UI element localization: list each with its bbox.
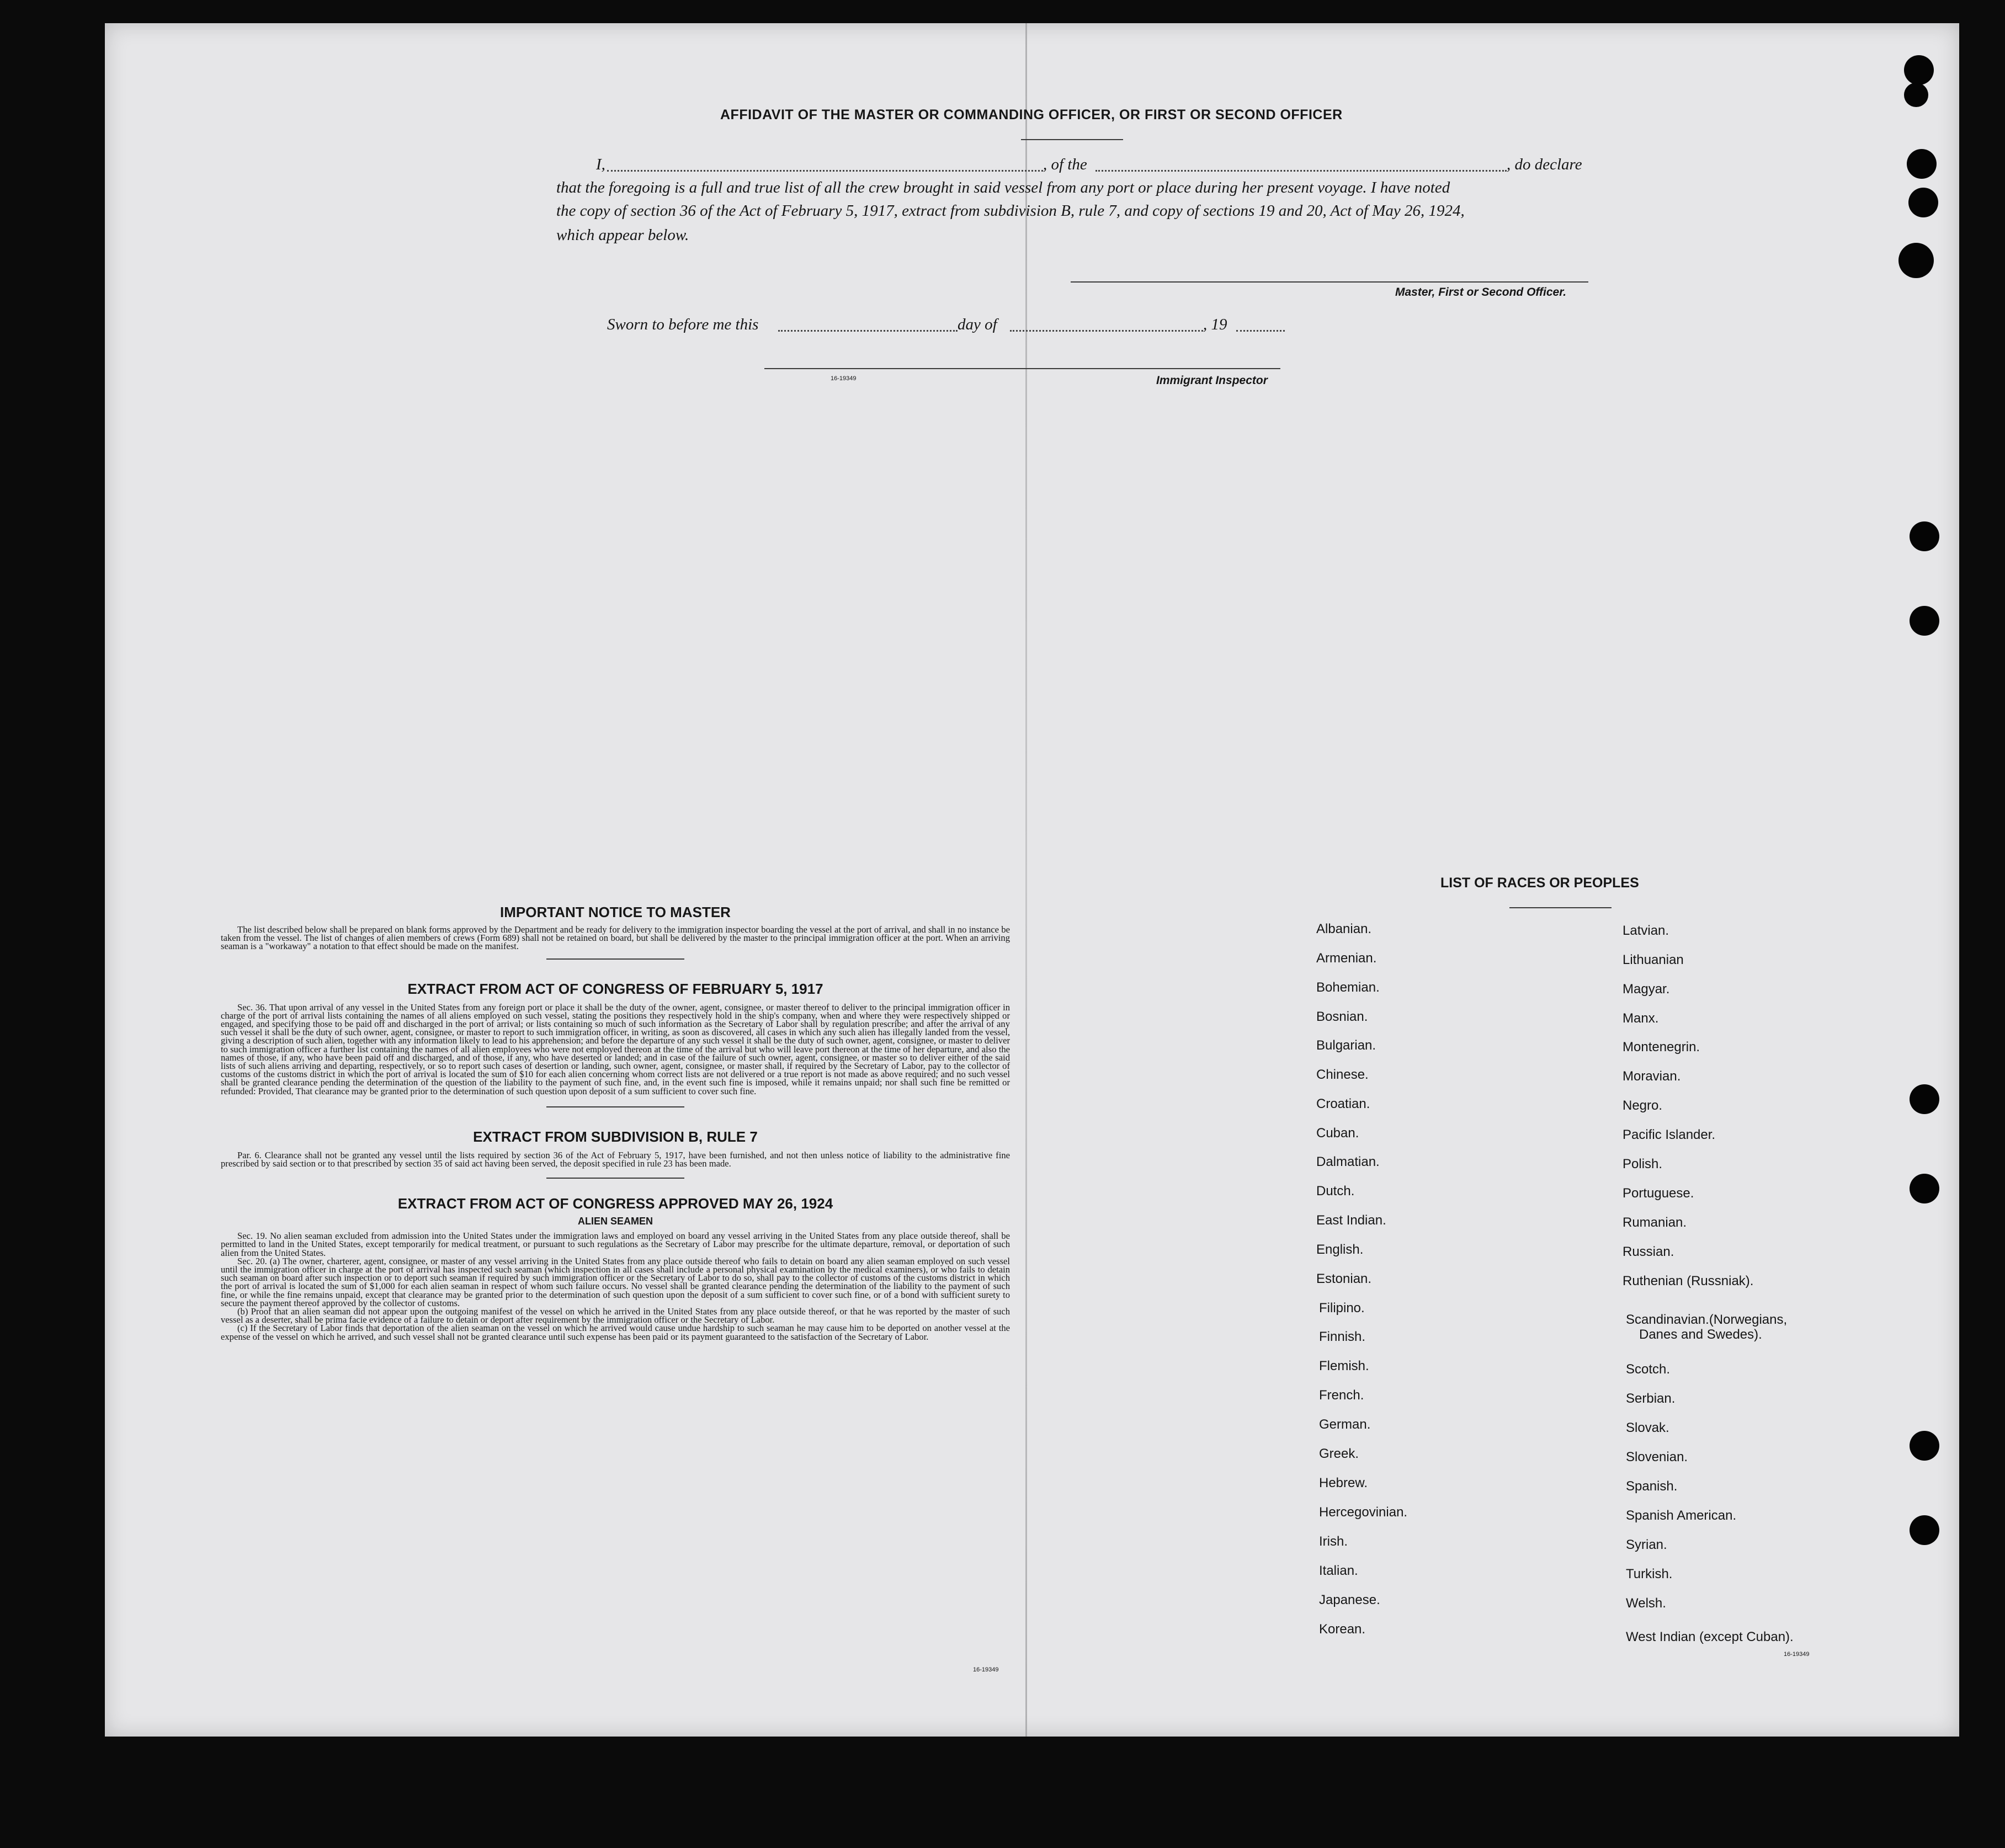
sworn-year-blank — [1236, 330, 1285, 332]
vessel-blank — [1095, 170, 1507, 172]
race-item: Manx. — [1623, 1011, 1659, 1026]
race-item: Turkish. — [1626, 1567, 1673, 1581]
race-item: Portuguese. — [1623, 1186, 1694, 1201]
race-item: Korean. — [1319, 1622, 1366, 1637]
race-item: Lithuanian — [1623, 952, 1684, 967]
affidavit-title: AFFIDAVIT OF THE MASTER OR COMMANDING OFFICER, OR FIRST OR SECOND OFFICER — [720, 107, 1343, 123]
race-item: Armenian. — [1316, 951, 1377, 966]
race-item: Negro. — [1623, 1098, 1663, 1113]
sec19-text: Sec. 19. No alien seaman excluded from admission into the United States under the immigration laws and employed on board any vessel arriving in the United States from any place outside thereof, shall be permitted to land in the United States, except temporarily for medical treatment, or pursuant to such regulations as the Secretary of Labor may prescribe for the ultimate departure, removal, or deportation of such alien from the United States. — [221, 1231, 1010, 1258]
sworn-day-blank — [778, 330, 958, 332]
race-item: Syrian. — [1626, 1537, 1667, 1552]
race-item: Scandinavian.(Norwegians, — [1626, 1312, 1788, 1327]
form-number: 16-19349 — [831, 375, 857, 382]
inspector-label: Immigrant Inspector — [1156, 374, 1268, 387]
race-item: Montenegrin. — [1623, 1040, 1700, 1055]
race-item: Croatian. — [1316, 1096, 1370, 1111]
race-item: Welsh. — [1626, 1596, 1666, 1611]
race-item: Magyar. — [1623, 982, 1670, 997]
sworn-year: , 19 — [1203, 316, 1227, 333]
punch-hole — [1910, 1431, 1939, 1461]
document-page — [105, 23, 1959, 1737]
extract-rule7-title: EXTRACT FROM SUBDIVISION B, RULE 7 — [473, 1128, 758, 1145]
divider — [546, 1106, 684, 1107]
race-item: Bohemian. — [1316, 980, 1380, 995]
race-item: Finnish. — [1319, 1329, 1366, 1344]
race-item: Serbian. — [1626, 1391, 1676, 1406]
extract-1917-text: Sec. 36. That upon arrival of any vessel in the United States from any foreign port or place it shall be the duty of the owner, agent, consignee, or master thereof to deliver to the principal immigration officer in charge of the port of arrival lists containing the names of all aliens employed on such vessel, stating the positions they respectively hold in the ship's company, when and where they were respectively shipped or engaged, and specifying those to be paid off and discharged in the port of arrival; or lists containing so much of such information as the Secretary of Labor shall by regulation prescribe; and after the arrival of any such vessel it shall be the duty of such owner, agent, consignee, or master to report to such immigration officer, in writing, as soon as discovered, all cases in which any such alien has illegally landed from the vessel, giving a description of such alien, together with any information likely to lead to his apprehension; and before the departure of any such vessel it shall be the duty of such owner, agent, consignee, or master to deliver to such immigration officer a further list containing the names of all alien employees who were not employed thereon at the time of the arrival but who will leave port thereon at the time of her departure, and also the names of those, if any, who have been paid off and discharged, and of those, if any, who have deserted or landed; and in case of the failure of such owner, agent, consignee, or master so to deliver either of the said lists of such aliens arriving and departing, respectively, or so to report such cases of desertion or landing, such owner, agent, consignee, or master shall, if required by the Secretary of Labor, pay to the collector of customs of the customs district in which the port of arrival is located the sum of $10 for each alien concerning whom correct lists are not delivered or a true report is not made as above required; and no such vessel shall be granted clearance pending the determination of the question of the liability to the payment of such fine, and, in the event such fine is imposed, while it remains unpaid; nor shall such fine be remitted or refunded: Provided, That clearance may be granted prior to the determination of such question upon deposit of a sum sufficient to cover such fine. — [221, 1002, 1010, 1096]
race-item: French. — [1319, 1388, 1364, 1403]
race-item: Flemish. — [1319, 1359, 1369, 1373]
punch-hole — [1910, 1084, 1939, 1114]
extract-1924-title: EXTRACT FROM ACT OF CONGRESS APPROVED MAY 26, 1924 — [397, 1195, 833, 1212]
race-item: West Indian (except Cuban). — [1626, 1629, 1794, 1644]
form-number: 16-19349 — [1784, 1651, 1810, 1658]
race-item: Filipino. — [1319, 1301, 1365, 1316]
affidavit-line-3: the copy of section 36 of the Act of February 5, 1917, extract from subdivision B, rule 7, and copy of sections 19 and 20, Act of May 26, 1924, — [556, 202, 1465, 220]
race-item: Ruthenian (Russniak). — [1623, 1274, 1754, 1288]
extract-rule7-text: Par. 6. Clearance shall not be granted any vessel until the lists required by section 36 of the Act of February 5, 1917, have been furnished, and not then unless notice of liability to the administrative fine prescribed by said section or to that prescribed by section 35 of said act having been served, the deposit specified in rule 23 has been made. — [221, 1149, 1010, 1169]
race-item: Russian. — [1623, 1244, 1674, 1259]
sworn-prefix: Sworn to before me this — [607, 316, 759, 333]
race-item: Bosnian. — [1316, 1009, 1368, 1024]
race-item: Irish. — [1319, 1534, 1348, 1549]
sec20a-text: Sec. 20. (a) The owner, charterer, agent, consignee, or master of any vessel arriving in the United States from any place outside thereof who fails to detain on board any alien seaman employed on such vessel until the immigration officer in charge at the port of arrival has inspected such seaman (which inspection in all cases shall include a personal physical examination by the medical examiners), or who fails to detain such seaman on board after such inspection or to deport such seaman if required by such immigration officer or the Secretary of Labor to do so, shall pay to the collector of customs of the customs district in which the port of arrival is located the sum of $1,000 for each alien seaman in respect of whom such failure occurs. No vessel shall be granted clearance pending the determination of the liability to the payment of such fine, or while the fine remains unpaid, except that clearance may be granted prior to the determination of such question upon the deposit of a sum sufficient to cover such fine, or of a bond with sufficient surety to secure the payment thereof approved by the collector of customs. — [221, 1255, 1010, 1308]
extract-1917-title: EXTRACT FROM ACT OF CONGRESS OF FEBRUARY 5, 1917 — [407, 980, 823, 997]
notice-text: The list described below shall be prepared on blank forms approved by the Department and be ready for delivery to the immigration inspector boarding the vessel at the port of arrival, and shall in no instance be taken from the vessel. The list of changes of alien members of crews (Form 689) shall not be retained on board, but shall be delivered by the master to the principal immigration officer at the port. When an arriving seaman is a "workaway" a notation to that effect should be made on the manifest. — [221, 924, 1010, 952]
races-title: LIST OF RACES OR PEOPLES — [1440, 875, 1639, 891]
race-item: Greek. — [1319, 1446, 1359, 1461]
affidavit-line-4: which appear below. — [556, 226, 689, 244]
affidavit-of-the-label: , of the — [1043, 156, 1087, 173]
affidavit-declare-label: , do declare — [1507, 156, 1582, 173]
divider — [546, 958, 684, 960]
race-item: Bulgarian. — [1316, 1038, 1376, 1053]
sec20b-text: (b) Proof that an alien seaman did not appear upon the outgoing manifest of the vessel on which he arrived in the United States from any place outside thereof, or that he was reported by the master of such vessel as a deserter, shall be prima facie evidence of a failure to detain or deport after requirement by the immigration officer or the Secretary of Labor. — [221, 1306, 1010, 1325]
race-item: Cuban. — [1316, 1126, 1359, 1141]
punch-hole — [1908, 188, 1938, 217]
race-item: Pacific Islander. — [1623, 1127, 1716, 1142]
race-item: Spanish American. — [1626, 1508, 1737, 1523]
punch-hole — [1904, 55, 1934, 85]
sworn-month-blank — [1010, 330, 1203, 332]
affidavit-line-2: that the foregoing is a full and true list of all the crew brought in said vessel from any port or place during her present voyage. I have noted — [556, 179, 1450, 196]
race-item: Moravian. — [1623, 1069, 1681, 1084]
affidavit-i-label: I, — [596, 156, 605, 173]
race-item: Rumanian. — [1623, 1215, 1687, 1230]
sworn-day-of: day of — [958, 316, 997, 333]
race-item: Slovenian. — [1626, 1450, 1688, 1464]
race-item: Danes and Swedes). — [1639, 1327, 1762, 1342]
extract-1924-subtitle: ALIEN SEAMEN — [577, 1216, 653, 1227]
title-underline — [1021, 139, 1123, 140]
race-item: Estonian. — [1316, 1271, 1372, 1286]
race-item: Hercegovinian. — [1319, 1505, 1408, 1520]
race-item: Polish. — [1623, 1157, 1663, 1171]
punch-hole — [1907, 149, 1937, 179]
race-item: Scotch. — [1626, 1362, 1671, 1377]
race-item: German. — [1319, 1417, 1371, 1432]
race-item: Spanish. — [1626, 1479, 1678, 1494]
race-item: Chinese. — [1316, 1067, 1369, 1082]
signature-label: Master, First or Second Officer. — [1395, 286, 1567, 299]
sec20c-text: (c) If the Secretary of Labor finds that deportation of the alien seaman on the vessel on which he arrived would cause undue hardship to such seaman he may cause him to be deported on another vessel at the expense of the vessel on which he arrived, and such vessel shall not be granted clearance until such expense has been paid or its payment guaranteed to the satisfaction of the Secretary of Labor. — [221, 1323, 1010, 1342]
punch-hole — [1910, 521, 1939, 551]
race-item: Dutch. — [1316, 1184, 1355, 1199]
page-fold — [1025, 23, 1027, 1737]
race-item: Slovak. — [1626, 1420, 1669, 1435]
inspector-signature-line — [764, 368, 1280, 369]
races-title-underline — [1509, 907, 1612, 908]
race-item: English. — [1316, 1242, 1364, 1257]
signature-line — [1071, 281, 1588, 283]
punch-hole — [1910, 1174, 1939, 1203]
race-item: Dalmatian. — [1316, 1154, 1380, 1169]
punch-hole — [1910, 1515, 1939, 1545]
notice-title: IMPORTANT NOTICE TO MASTER — [500, 904, 731, 920]
race-item: Latvian. — [1623, 923, 1669, 938]
punch-hole — [1898, 243, 1934, 278]
punch-hole — [1904, 83, 1928, 107]
race-item: Albanian. — [1316, 922, 1372, 936]
punch-hole — [1910, 606, 1939, 636]
form-number: 16-19349 — [973, 1666, 999, 1673]
race-item: East Indian. — [1316, 1213, 1386, 1228]
race-item: Hebrew. — [1319, 1476, 1368, 1490]
race-item: Japanese. — [1319, 1593, 1380, 1607]
divider — [546, 1178, 684, 1179]
name-blank — [607, 170, 1043, 172]
race-item: Italian. — [1319, 1563, 1358, 1578]
